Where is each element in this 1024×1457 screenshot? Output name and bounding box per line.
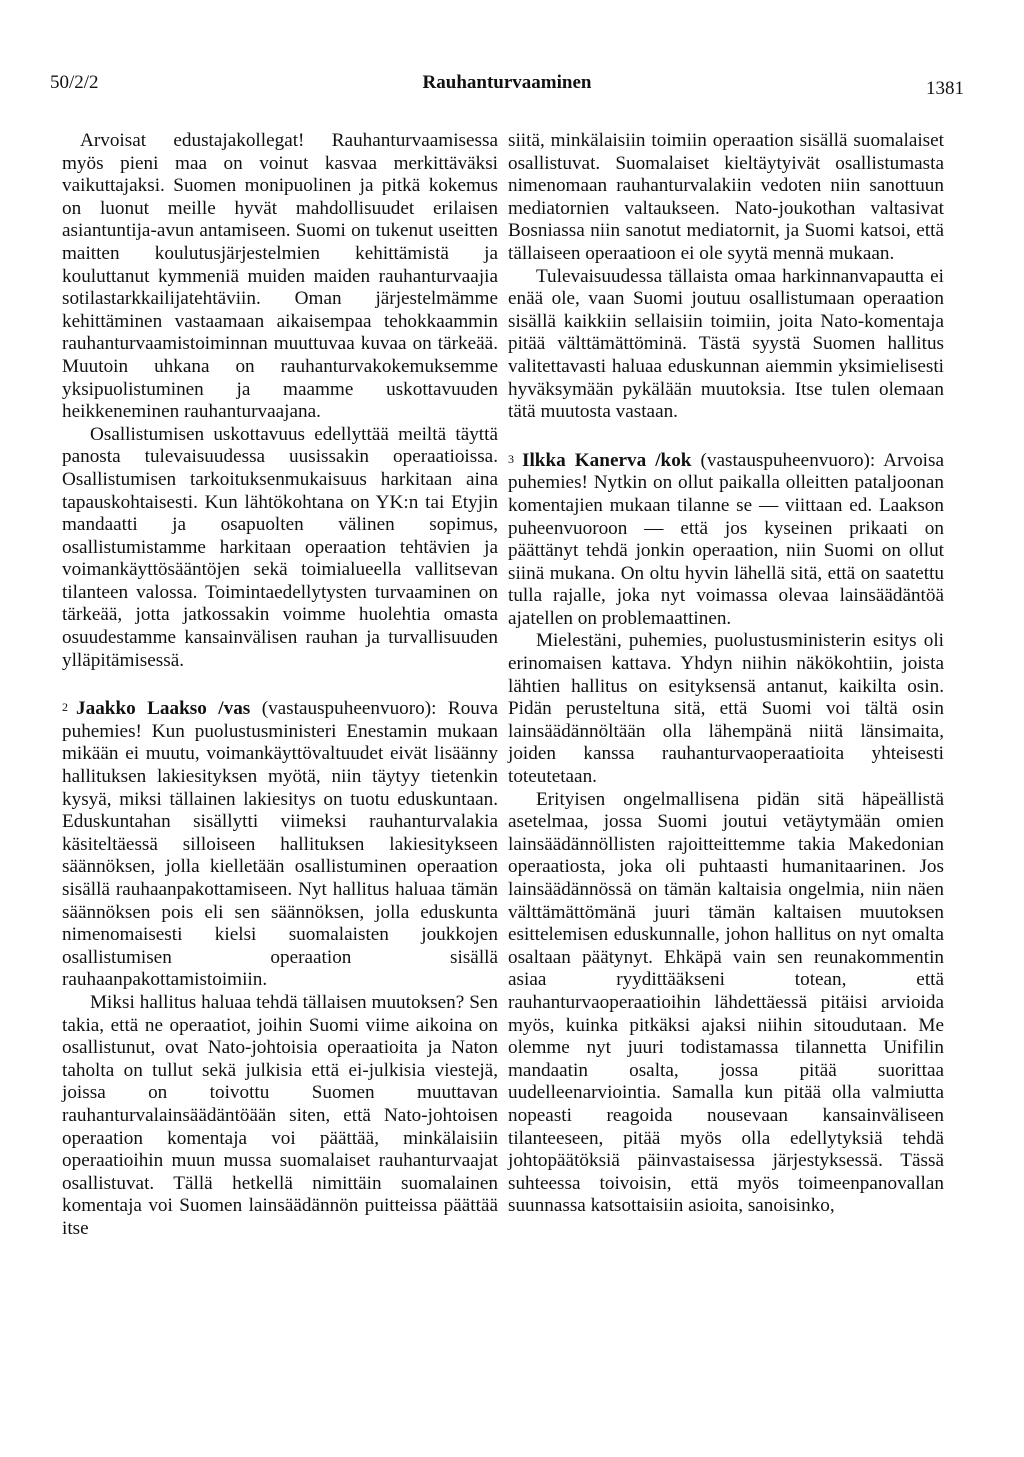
paragraph: Arvoisat edustajakollegat! Rauhanturvaamisessa myös pieni maa on voinut kasvaa merkittäväksi vaikuttajaksi. Suomen monipuolinen ja pitkä kokemus on luonut meille hyvät mahdollisuudet erilaisen asiantuntija-avun antamiseen. Suomi on tukenut useitten maitten koulutusjärjestelmien kehittämistä ja kouluttanut kymmeniä muiden maiden rauhanturvaajia sotilastarkkailijatehtäviin. Oman järjestelmämme kehittäminen vastaamaan aikaisempaa tehokkaammin rauhanturvaamistoiminnan muuttuvaa kuvaa on tärkeää. Muutoin uhkana on rauhanturvakokemuksemme yksipuolistuminen ja maamme uskottavuuden heikkeneminen rauhanturvaajana. [62, 130, 498, 423]
speech-number: 3 [508, 451, 514, 466]
paragraph: Mielestäni, puhemies, puolustusministerin esitys oli erinomaisen kattava. Yhdyn niihin näkökohtiin, joista lähtien hallitus on esityksensä antanut, kaikilta osin. Pidän perusteltuna sitä, että Suomi voi tältä osin lainsäädännöltään olla lähempänä niitä länsimaita, joiden kanssa rauhanturvaoperaatioita yhteisesti toteutetaan. [508, 630, 944, 788]
speaker-name: Ilkka Kanerva /kok [522, 449, 692, 471]
document-folio: 50/2/2 [50, 72, 99, 93]
running-title: Rauhanturvaaminen [422, 72, 592, 93]
speech-entry [508, 450, 944, 631]
speech-entry [62, 698, 498, 992]
paragraph: Osallistumisen uskottavuus edellyttää meiltä täyttä panosta tulevaisuudessa uusissakin operaatioissa. Osallistumisen tarkoituksenmukaisuus harkitaan aina tapauskohtaisesti. Kun lähtökohtana on YK:n tai Etyjin mandaatti ja osapuolten välinen sopimus, osallistumistamme harkitaan operaation tehtävien ja voimankäyttösääntöjen sekä toimialueella vallitsevan tilanteen valossa. Toimintaedellytysten turvaaminen on tärkeää, jotta jatkossakin voimme huolehtia omasta osuudestamme kansainvälisen rauhan ja turvallisuuden ylläpitämisessä. [62, 423, 498, 671]
page-header [50, 72, 964, 102]
paragraph: siitä, minkälaisiin toimiin operaation sisällä suomalaiset osallistuvat. Suomalaiset kieltäytyivät osallistumasta nimenomaan rauhanturvalakiin vedoten niin sanottuun mediatornien valtaukseen. Nato-joukothan valtasivat Bosniassa niin sanotut mediatornit, ja Suomi katsoi, että tällaiseen operaatioon ei ole syytä mennä mukaan. [508, 130, 944, 264]
speech-text: Rouva puhemies! Kun puolustusministeri Enestamin mukaan mikään ei muutu, voimankäyttövaltuudet eivät lisäänny hallituksen lakiesityksen myötä, niin täytyy tietenkin kysyä, miksi tällainen lakiesitys on tuotu eduskuntaan. Eduskuntahan sisällytti viimeksi rauhanturvalakia käsiteltäessä silloiseen hallituksen lakiesitykseen säännöksen, jolla kielletään osallistuminen operaation sisällä rauhaanpakottamiseen. Nyt hallitus haluaa tämän säännöksen pois eli sen säännöksen, jolla eduskunta nimenomaisesti kielsi suomalaisten joukkojen osallistumisen operaation sisällä rauhaanpakottamistoimiin. [62, 698, 498, 991]
speech-role: (vastauspuheenvuoro): [261, 698, 437, 720]
paragraph: Tulevaisuudessa tällaista omaa harkinnanvapautta ei enää ole, vaan Suomi joutuu osallistumaan operaation sisällä kaikkiin sellaisiin toimiin, joita Nato-komentaja pitää välttämättöminä. Tästä syystä Suomen hallitus valitettavasti haluaa eduskunnan aiemmin yksimielisesti hyväksymään pykälään muutoksia. Itse tulen olemaan tätä muutosta vastaan. [508, 265, 944, 423]
left-column [62, 130, 498, 1241]
speech-number: 2 [62, 700, 68, 715]
right-column [508, 130, 944, 1218]
paragraph: Erityisen ongelmallisena pidän sitä häpeällistä asetelmaa, jossa Suomi joutui vetäytymään omien lainsäädännöllisten rajoitteittemme takia Makedonian operaatiosta, joka oli puhtaasti humanitaarinen. Jos lainsäädännössä on tämän kaltaisia ongelmia, niin näen välttämättömänä juuri tämän kaltaisen muutoksen esittelemisen eduskunnalle, johon hallitus on nyt omalta osaltaan päätynyt. Ehkäpä vain sen reunakommentin asiaa ryydittääkseni totean, että rauhanturvaoperaatioihin lähdettäessä pitäisi arvioida myös, kuinka pitkäksi ajaksi niihin sitoudutaan. Me olemme nyt juuri todistamassa tilannetta Unifilin mandaatin osalta, jossa pitää suorittaa uudelleenarviointia. Samalla kun pitää olla valmiutta nopeasti reagoida nousevaan kansainväliseen tilanteeseen, pitää myös olla edellytyksiä tehdä johtopäätöksiä päinvastaisessa järjestyksessä. Tässä suhteessa toivoisin, että myös toimeenpanovallan suunnassa katsottaisiin asioita, sanoisinko, [508, 788, 944, 1217]
speech-text: Arvoisa puhemies! Nytkin on ollut paikalla olleitten pataljoonan komentajien mukaan tilanne se — viittaan ed. Laakson puheenvuoroon — että jos kyseinen prikaati on päättänyt tehdä jonkin operaation, niin Suomi on ollut siinä mukana. On oltu hyvin lähellä sitä, että on saatettu tulla rajalle, joka nyt voimassa olevaa lainsäädäntöä ajatellen on problemaattinen. [508, 449, 944, 629]
speaker-name: Jaakko Laakso /vas [76, 698, 251, 720]
paragraph: Miksi hallitus haluaa tehdä tällaisen muutoksen? Sen takia, että ne operaatiot, joihin Suomi viime aikoina on osallistunut, ovat Nato-johtoisia operaatioita ja Naton taholta on tullut sekä julkisia että ei-julkisia viestejä, joissa on toivottu Suomen muuttavan rauhanturvalainsäädäntöään siten, että Nato-johtoisen operaation komentaja voi päättää, minkälaisiin operaatioihin muun mussa suomalaiset rauhanturvaajat osallistuvat. Tällä hetkellä nimittäin suomalainen komentaja voi Suomen lainsäädännön puitteissa päättää itse [62, 991, 498, 1239]
speech-role: (vastauspuheenvuoro): [700, 449, 876, 471]
page-number: 1381 [926, 78, 964, 99]
